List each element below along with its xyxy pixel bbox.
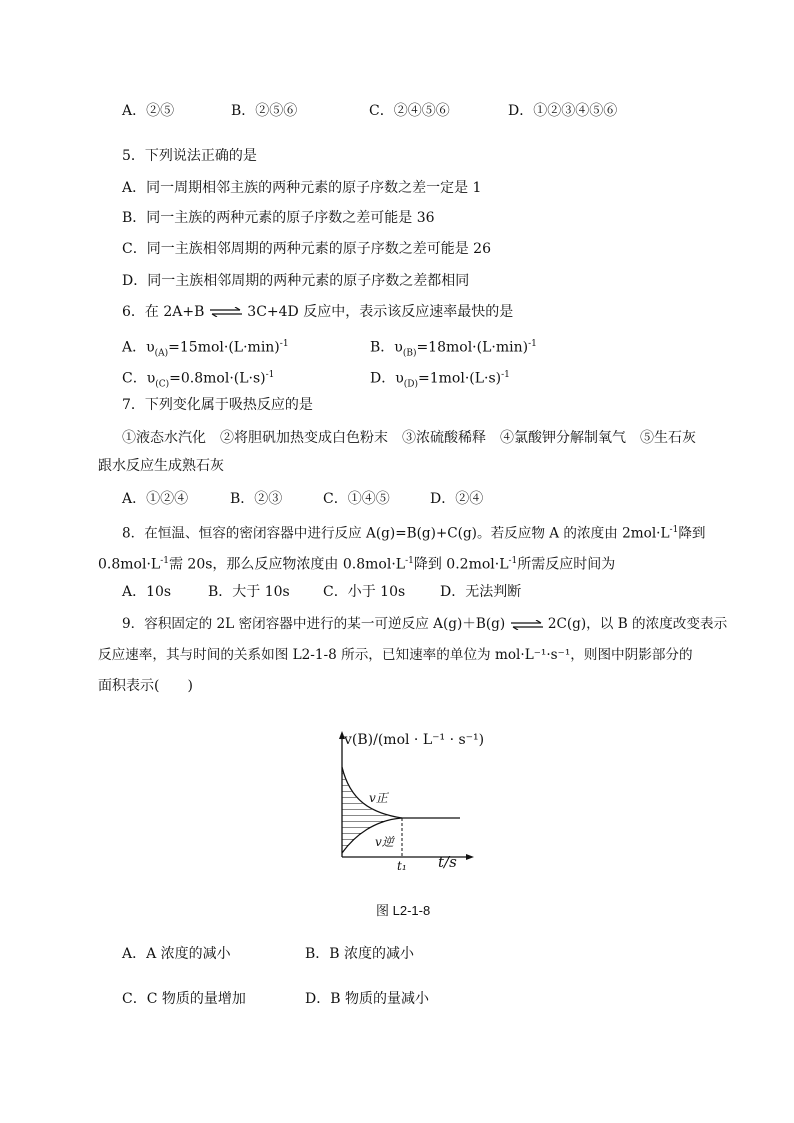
q6-c-sub: (C)	[155, 379, 170, 390]
q5-option-c: C．同一主族相邻周期的两种元素的原子序数之差可能是 26	[122, 241, 491, 257]
graph-t1-label: t₁	[397, 859, 407, 873]
q6-stem-pre: 6．在 2A+B	[122, 304, 209, 320]
q6-a-sup: -1	[279, 339, 289, 349]
q5-option-b: B．同一主族的两种元素的原子序数之差可能是 36	[122, 210, 435, 226]
q6-stem	[122, 302, 513, 322]
q8-l1a: 8．在恒温、恒容的密闭容器中进行反应 A(g)=B(g)+C(g)。若反应物 A 的浓度由 2mol·L	[122, 525, 670, 542]
q9-option-a: A．A 浓度的减小	[122, 946, 231, 962]
q6-stem-post: 3C+4D 反应中，表示该反应速率最快的是	[247, 304, 514, 320]
q8-l2sup2: -1	[405, 556, 414, 566]
q8-l2sup1: -1	[160, 556, 169, 566]
q6-a-sub: (A)	[154, 348, 169, 359]
q6-option-a	[122, 334, 289, 363]
graph-v-reverse-label: v逆	[375, 835, 394, 849]
q6-d-pre: D．υ	[370, 370, 404, 387]
graph-x-label: t/s	[438, 853, 457, 871]
q9-option-d: D．B 物质的量减小	[305, 991, 429, 1007]
graph-v-forward-label: v正	[369, 791, 388, 805]
q8-option-a: A．10s	[122, 584, 172, 600]
q6-option-b	[370, 334, 537, 363]
q6-a-post: =15mol·(L·min)	[168, 339, 280, 356]
q4-option-d: D．①②③④⑤⑥	[508, 103, 618, 119]
q7-option-b: B．②③	[230, 491, 283, 507]
q6-d-sup: -1	[501, 370, 510, 380]
q9-line1-pre: 9．容积固定的 2L 密闭容器中进行的某一可逆反应 A(g)＋B(g)	[122, 616, 510, 632]
figure-caption: 图 L2-1-8	[376, 903, 431, 918]
q7-stem: 7．下列变化属于吸热反应的是	[122, 397, 313, 413]
q4-option-c: C．②④⑤⑥	[369, 103, 450, 119]
q8-l2d: 所需反应时间为	[517, 556, 616, 573]
q6-b-post: =18mol·(L·min)	[416, 339, 529, 356]
q8-l2a: 0.8mol·L	[98, 556, 161, 573]
graph-y-label: v(B)/(mol · L⁻¹ · s⁻¹)	[344, 732, 485, 748]
equilibrium-arrow-icon	[209, 307, 243, 317]
q9-line2: 反应速率，其与时间的关系如图 L2-1-8 所示，已知速率的单位为 mol·L⁻¹·s⁻¹，则图中阴影部分的	[98, 647, 693, 663]
q8-l2b: 需 20s，那么反应物浓度由 0.8mol·L	[168, 556, 406, 573]
q5-option-d: D．同一主族相邻周期的两种元素的原子序数之差都相同	[122, 273, 470, 289]
q6-b-sup: -1	[528, 339, 537, 349]
q6-b-pre: B．υ	[370, 339, 403, 356]
q6-a-pre: A．υ	[122, 339, 155, 356]
q5-option-a: A．同一周期相邻主族的两种元素的原子序数之差一定是 1	[122, 180, 482, 196]
q8-l1b: 降到	[678, 525, 706, 542]
q9-line1-post: 2C(g)，以 B 的浓度改变表示	[547, 616, 728, 632]
equilibrium-arrow-icon	[510, 620, 544, 630]
q8-l1sup: -1	[669, 525, 679, 535]
q6-c-post: =0.8mol·(L·s)	[169, 370, 266, 387]
q8-option-c: C．小于 10s	[323, 584, 406, 600]
q9-line1	[122, 614, 727, 634]
q8-option-d: D．无法判断	[440, 584, 522, 600]
q4-option-a: A．②⑤	[122, 103, 175, 119]
q6-c-pre: C．υ	[122, 370, 156, 387]
q9-line3: 面积表示( )	[98, 678, 193, 694]
q8-line1	[122, 520, 706, 544]
q7-items-line1: ①液态水汽化 ②将胆矾加热变成白色粉末 ③浓硫酸稀释 ④氯酸钾分解制氧气 ⑤生石灰	[122, 430, 696, 446]
q6-d-sub: (D)	[403, 379, 418, 390]
q9-option-b: B．B 浓度的减小	[305, 946, 415, 962]
q6-option-d	[370, 365, 510, 394]
x-axis-arrow-icon	[466, 854, 474, 860]
q8-line2	[98, 551, 615, 575]
q4-option-b: B．②⑤⑥	[231, 103, 298, 119]
q9-option-c: C．C 物质的量增加	[122, 991, 246, 1007]
q8-option-b: B．大于 10s	[208, 584, 290, 600]
q6-c-sup: -1	[265, 370, 275, 380]
q6-option-c	[122, 365, 274, 394]
q7-option-a: A．①②④	[122, 491, 189, 507]
q6-b-sub: (B)	[402, 348, 417, 359]
q8-l2sup3: -1	[508, 556, 518, 566]
q8-l2c: 降到 0.2mol·L	[413, 556, 509, 573]
q7-items-line2: 跟水反应生成熟石灰	[98, 458, 224, 474]
q7-option-c: C．①④⑤	[323, 491, 390, 507]
q6-d-post: =1mol·(L·s)	[418, 370, 502, 387]
q5-stem: 5．下列说法正确的是	[122, 148, 257, 164]
q7-option-d: D．②④	[430, 491, 484, 507]
